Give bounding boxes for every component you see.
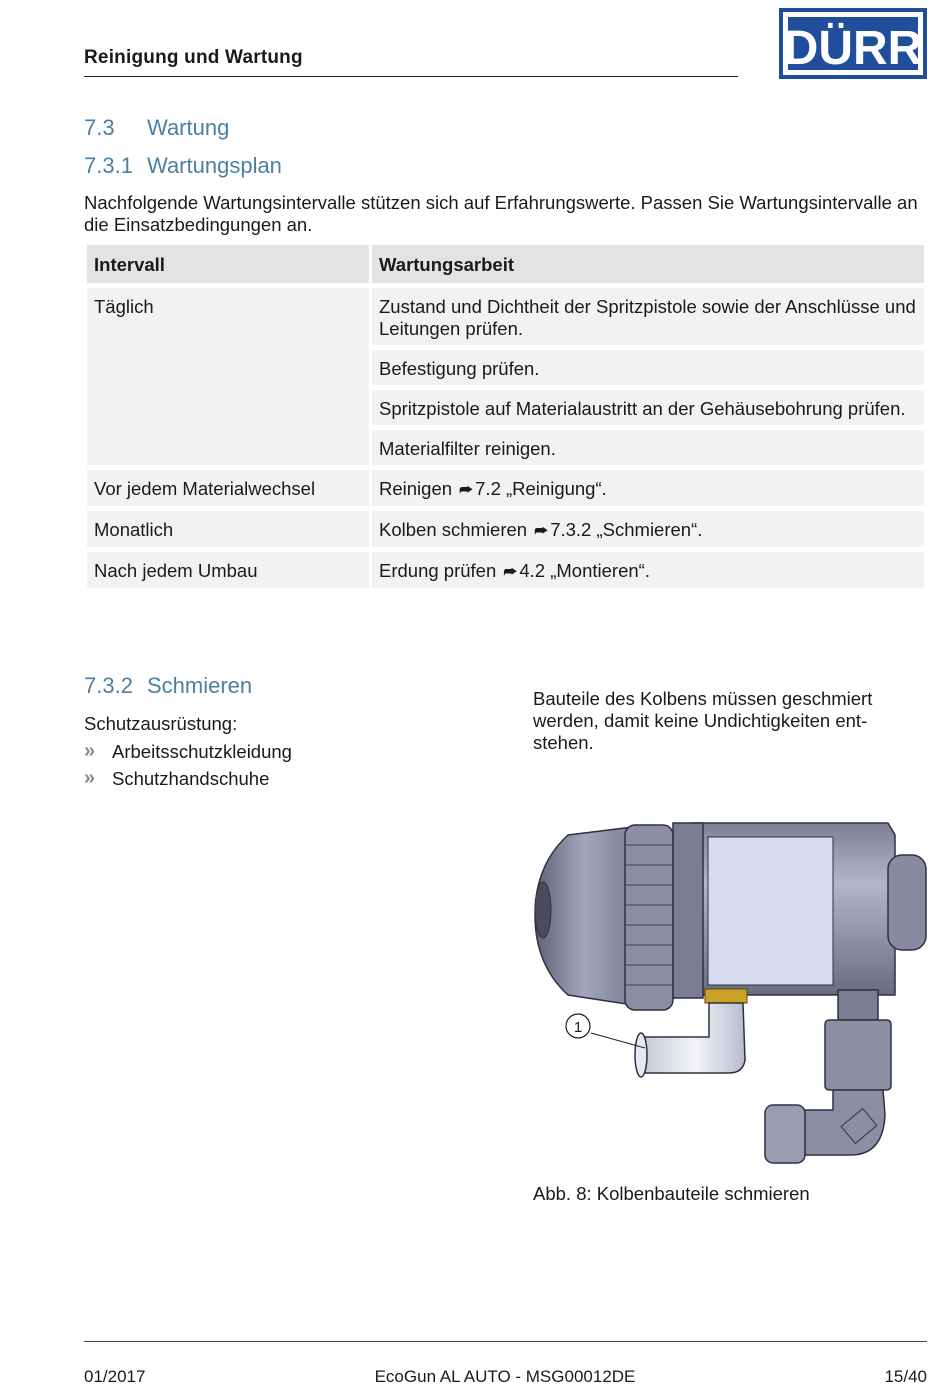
subsection2-number: 7.3.2 [84,673,133,698]
footer-page-number: 15/40 [884,1367,927,1386]
header-rule [84,76,738,77]
protective-list [84,738,292,792]
table-row [87,288,924,345]
header-title: Reinigung und Wartung [84,47,303,68]
protective-label: Schutzausrüstung: [84,713,238,734]
cross-reference-link[interactable]: 7.2 „Reinigung“. [475,478,607,499]
footer-date: 01/2017 [84,1367,146,1386]
piston-figure [533,815,933,1170]
table-row [87,552,924,588]
figure-callout-number: 1 [573,1019,583,1036]
task-text: Erdung prüfen [379,560,497,581]
footer-rule [84,1341,927,1342]
cross-reference-link[interactable]: 7.3.2 „Schmieren“. [550,519,703,540]
header-interval: Intervall [87,245,369,283]
task-cell [372,552,924,588]
duerr-logo [779,8,927,79]
subsection-heading [84,153,282,179]
cross-reference-arrow-icon: ⮫ [459,481,474,499]
header-task: Wartungsarbeit [372,245,924,283]
double-chevron-icon: » [84,767,96,789]
cross-reference-arrow-icon: ⮫ [503,563,518,581]
task-cell [372,511,924,547]
task-cell [372,470,924,506]
cross-reference-arrow-icon: ⮫ [534,522,549,540]
task-cell: Spritzpistole auf Materialaustritt an der Gehäusebohrung prüfen. [372,390,924,425]
task-cell: Materialfilter reinigen. [372,430,924,465]
list-item: » Schutzhandschuhe [84,765,292,792]
footer-document-id: EcoGun AL AUTO - MSG00012DE [374,1367,636,1386]
maintenance-table [84,240,927,593]
interval-cell: Vor jedem Materialwechsel [87,470,369,506]
subsection-title: Wartungsplan [147,153,282,178]
interval-cell: Monatlich [87,511,369,547]
list-item: » Arbeitsschutzkleidung [84,738,292,765]
intro-paragraph: Nachfolgende Wartungsintervalle stützen sich auf Erfahrungswerte. Passen Sie Wartungsintervalle an die Einsatzbedingungen an. [84,192,918,235]
figure-caption: Abb. 8: Kolbenbauteile schmieren [533,1183,810,1204]
section-heading [84,115,229,141]
table-row [87,470,924,506]
task-cell: Befestigung prüfen. [372,350,924,385]
subsection2-title: Schmieren [147,673,253,698]
cross-reference-link[interactable]: 4.2 „Montieren“. [519,560,650,581]
subsection2-heading [84,673,252,699]
table-header-row [87,245,924,283]
table-row [87,511,924,547]
lubrication-note: Bauteile des Kolbens müssen geschmiert werden, damit keine Undichtigkeiten entstehen. [533,688,873,753]
task-text: Kolben schmieren [379,519,528,540]
logo-text: DÜRR [783,22,923,75]
subsection-number: 7.3.1 [84,153,133,178]
double-chevron-icon: » [84,740,96,762]
task-cell: Zustand und Dichtheit der Spritzpistole sowie der Anschlüsse und Leitungen prüfen. [372,288,924,345]
interval-cell: Täglich [87,288,369,465]
section-title: Wartung [147,115,230,140]
task-text: Reinigen [379,478,453,499]
interval-cell: Nach jedem Umbau [87,552,369,588]
section-number: 7.3 [84,115,115,140]
